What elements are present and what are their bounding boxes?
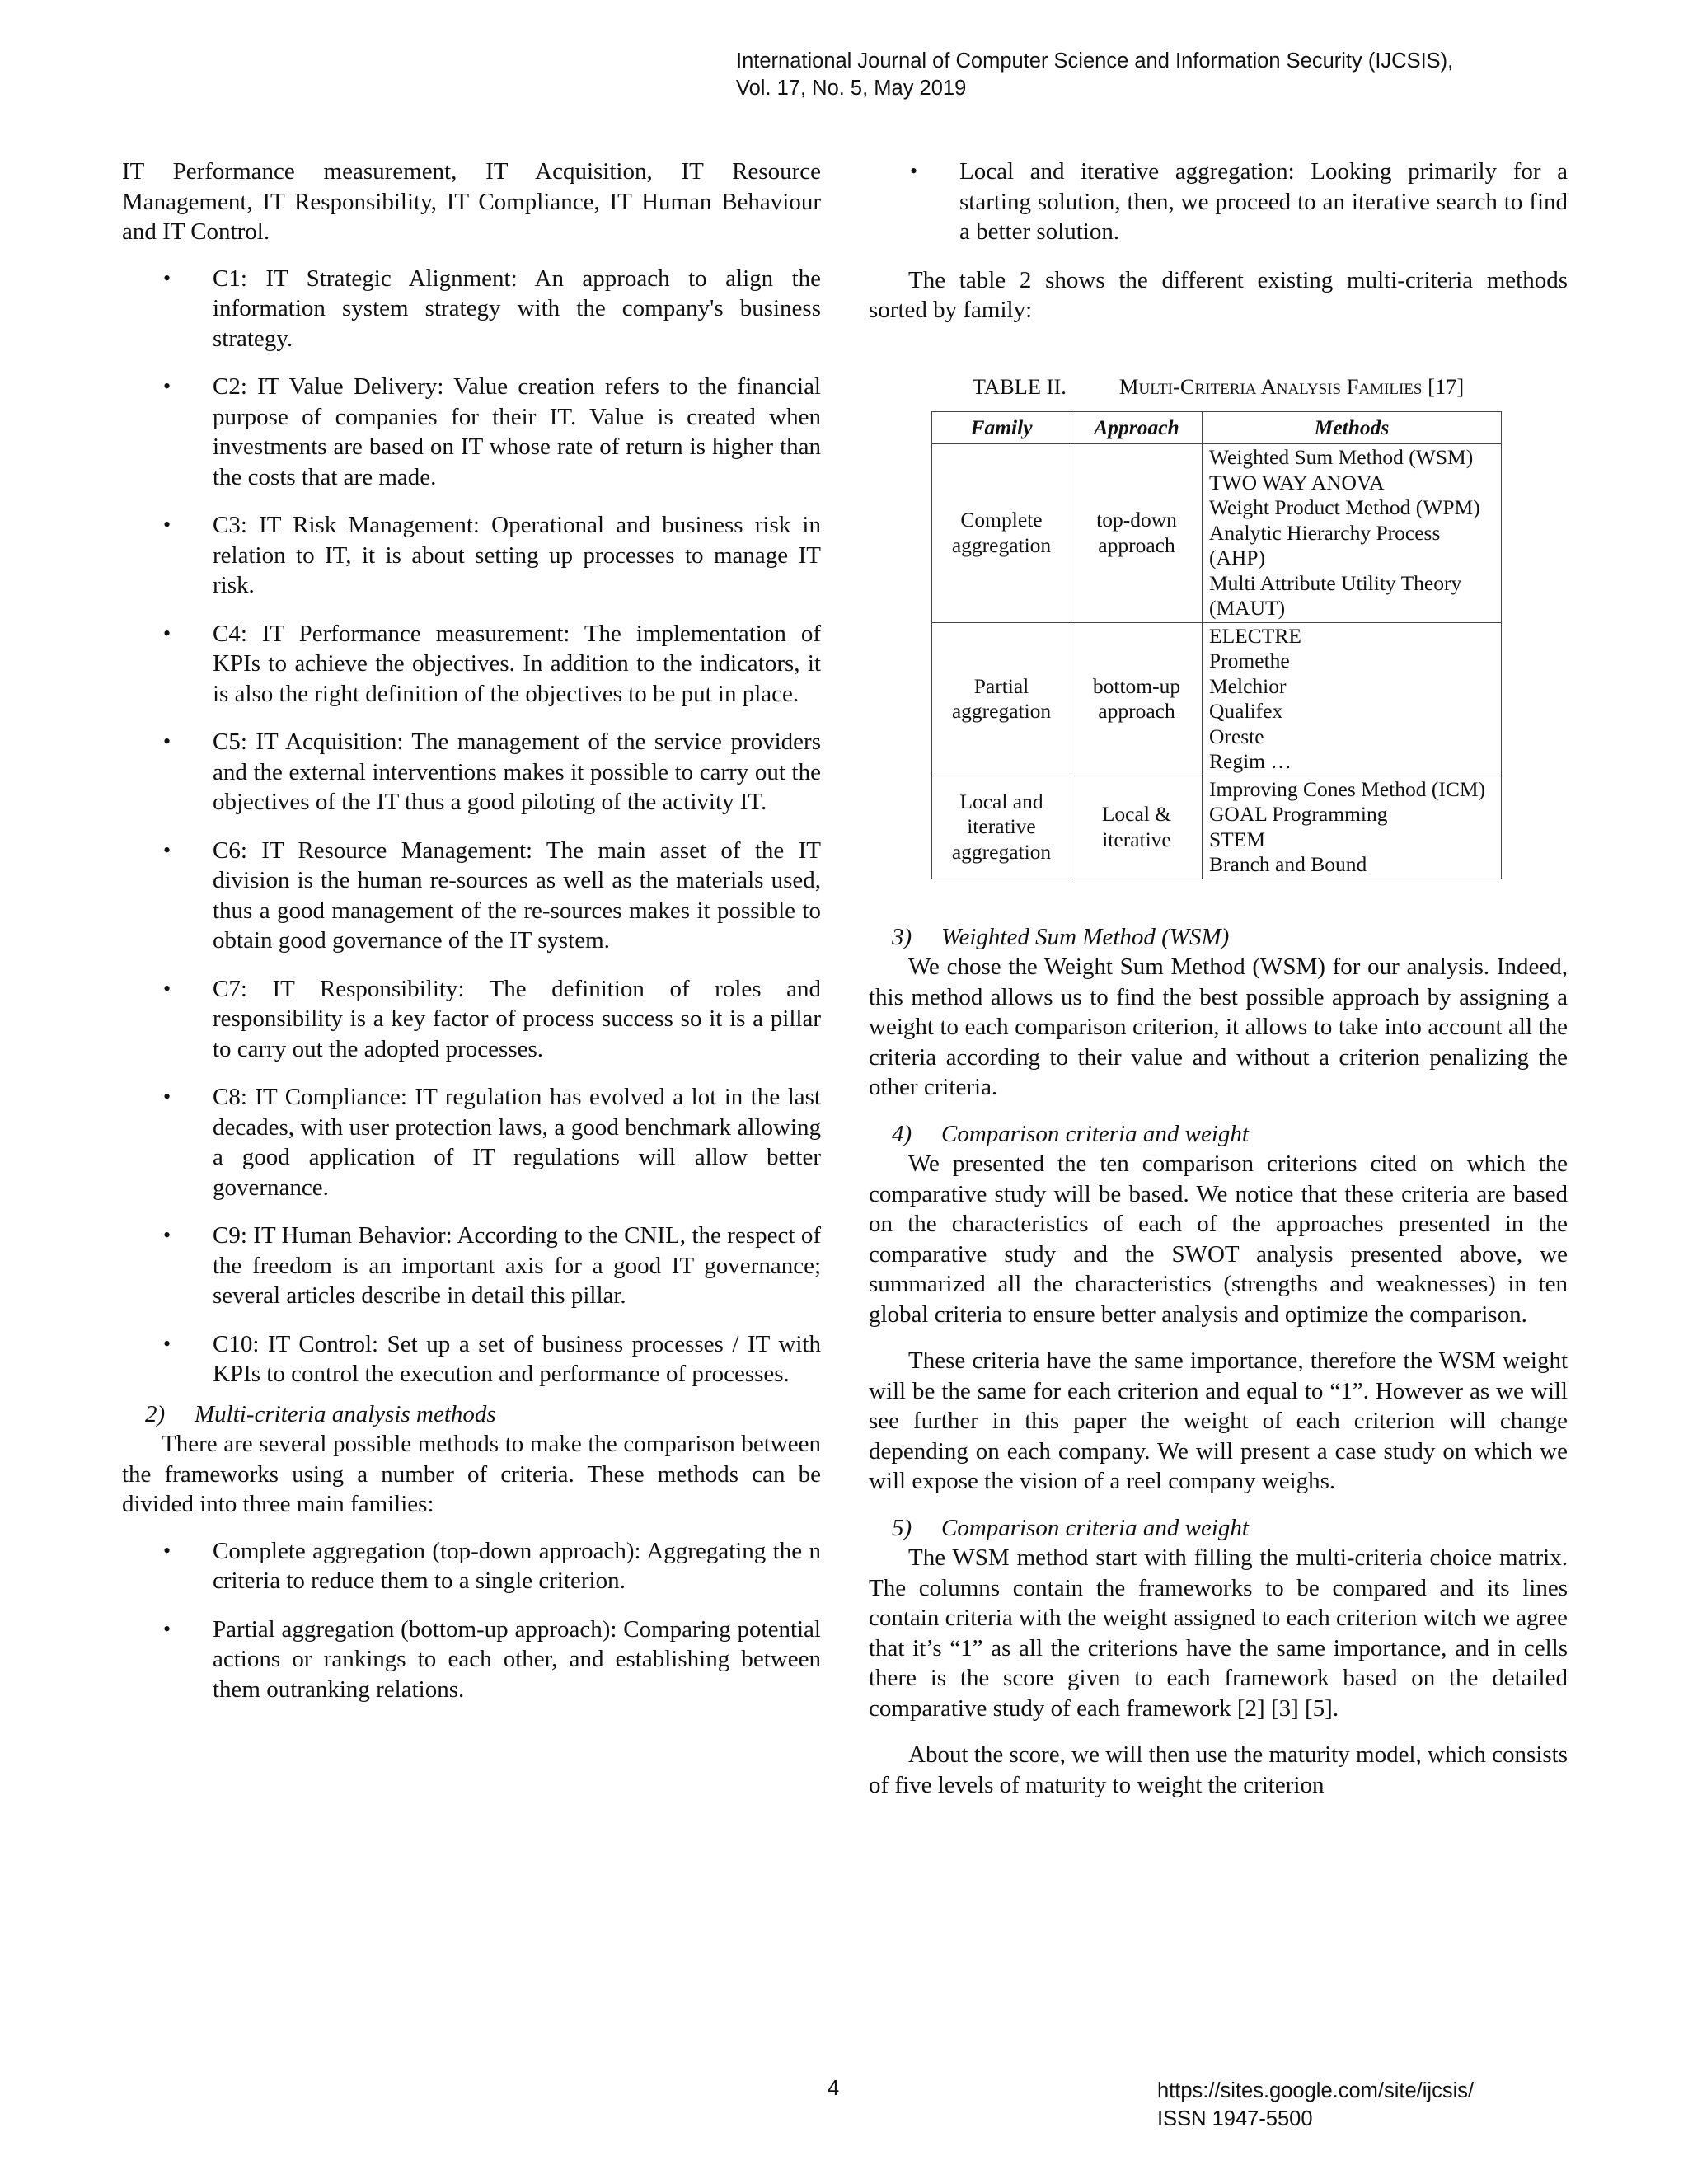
method-item: Multi Attribute Utility Theory (MAUT) — [1209, 570, 1462, 620]
method-item: Promethe — [1209, 649, 1290, 673]
bullet-icon: • — [163, 837, 171, 862]
bullet-icon: • — [163, 1616, 171, 1641]
footer-issn: ISSN 1947-5500 — [1157, 2107, 1313, 2130]
list-item: • C3: IT Risk Management: Operational and business risk in relation to IT, it is about setting up processes to manage IT risk. — [163, 512, 821, 598]
journal-header — [736, 48, 1453, 102]
methods-cell — [1203, 444, 1502, 623]
method-item: Branch and Bound — [1209, 852, 1367, 876]
table-row — [932, 444, 1502, 623]
list-item: • C4: IT Performance measurement: The implementation of KPIs to achieve the objectives. In addition to the indicators, it is also the right definition of the objectives to be put in place. — [163, 620, 821, 707]
list-item: • C9: IT Human Behavior: According to the CNIL, the respect of the freedom is an important axis for a good IT governance; several articles describe in detail this pillar. — [163, 1222, 821, 1309]
section-2-paragraph: There are several possible methods to make the comparison between the frameworks using a number of criteria. These methods can be divided into three main families: — [122, 1431, 821, 1517]
list-item: • Partial aggregation (bottom-up approach): Comparing potential actions or rankings to each other, and establishing between them outranking relations. — [163, 1615, 821, 1703]
list-item: • C8: IT Compliance: IT regulation has evolved a lot in the last decades, with user protection laws, a good benchmark allowing a good application of IT regulations will allow better governance. — [163, 1084, 821, 1201]
method-item: Weight Product Method (WPM) — [1209, 495, 1480, 519]
approach-cell: Local & iterative — [1071, 776, 1203, 879]
journal-title: International Journal of Computer Science and Information Security (IJCSIS), — [736, 49, 1454, 73]
bullet-icon: • — [163, 374, 171, 398]
table-title: Multi-Criteria Analysis Families [17] — [1118, 373, 1465, 399]
table-header-row — [932, 412, 1502, 444]
family-cell: Partial aggregation — [932, 622, 1071, 776]
table-header-family: Family — [932, 412, 1071, 444]
method-item: ELECTRE — [1209, 623, 1301, 648]
bullet-icon: • — [163, 513, 171, 537]
section-4-paragraph-2: These criteria have the same importance, therefore the WSM weight will be the same for each criterion and equal to “1”. However as we will see further in this paper the weight of each criterion will change depending on each company. We will present a case study on which we will expose the vision of a reel company weighs. — [869, 1347, 1568, 1494]
table-caption — [869, 372, 1568, 402]
method-item: Qualifex — [1209, 699, 1283, 723]
list-item: • C2: IT Value Delivery: Value creation refers to the financial purpose of companies for their IT. Value is created when investments are based on IT whose rate of return is higher than the costs that are made. — [163, 373, 821, 490]
approach-cell: bottom-up approach — [1071, 622, 1203, 776]
right-column — [869, 157, 1568, 1800]
method-item: STEM — [1209, 827, 1266, 851]
list-item: • C10: IT Control: Set up a set of business processes / IT with KPIs to control the execution and performance of processes. — [163, 1330, 821, 1387]
family-cell: Local and iterative aggregation — [932, 776, 1071, 879]
section-heading-4: 4) Comparison criteria and weight — [892, 1120, 1249, 1147]
left-column — [122, 157, 821, 1722]
methods-cell — [1203, 622, 1502, 776]
method-item: Analytic Hierarchy Process (AHP) — [1209, 520, 1441, 569]
list-item: • C6: IT Resource Management: The main asset of the IT division is the human re-sources as well as the materials used, thus a good management of the re-sources makes it possible to obtain good governance of the IT system. — [163, 837, 821, 954]
methods-cell — [1203, 776, 1502, 879]
criteria-list — [122, 264, 821, 1390]
table-number: TABLE II. — [972, 373, 1067, 399]
journal-volume: Vol. 17, No. 5, May 2019 — [736, 77, 967, 100]
footer-info — [1157, 2077, 1474, 2133]
list-item: • Local and iterative aggregation: Looking primarily for a starting solution, then, we proceed to an iterative search to find a better solution. — [910, 158, 1568, 245]
family-cell: Complete aggregation — [932, 444, 1071, 623]
list-item: • C7: IT Responsibility: The definition of roles and responsibility is a key factor of process success so it is a pillar to carry out the adopted processes. — [163, 975, 821, 1062]
section-5-paragraph-2: About the score, we will then use the maturity model, which consists of five levels of maturity to weight the criterion — [869, 1741, 1568, 1798]
section-5-paragraph-1: The WSM method start with filling the multi-criteria choice matrix. The columns contain the frameworks to be compared and its lines contain criteria with the weight assigned to each criterion witch we agree that it’s “1” as all the criterions have the same importance, and in cells there is the score given to each framework based on the detailed comparative study of each framework [2] [3] [5]. — [869, 1544, 1568, 1722]
method-item: Improving Cones Method (ICM) — [1209, 776, 1486, 801]
footer-url: https://sites.google.com/site/ijcsis/ — [1157, 2079, 1475, 2102]
section-heading-2: 2) Multi-criteria analysis methods — [145, 1400, 496, 1427]
table-header-approach: Approach — [1071, 412, 1203, 444]
section-3-paragraph: We chose the Weight Sum Method (WSM) for our analysis. Indeed, this method allows us to find the best possible approach by assigning a weight to each comparison criterion, it allows to take into account all the criteria according to their value and without a criterion penalizing the other criteria. — [869, 954, 1568, 1100]
method-item: TWO WAY ANOVA — [1209, 470, 1385, 494]
bullet-icon: • — [163, 1538, 171, 1563]
list-item: • Complete aggregation (top-down approach): Aggregating the n criteria to reduce them to a single criterion. — [163, 1537, 821, 1594]
page-number: 4 — [828, 2077, 840, 2100]
method-item: Regim … — [1209, 749, 1292, 773]
bullet-icon: • — [163, 1085, 171, 1108]
bullet-icon: • — [163, 265, 171, 290]
method-item: Weighted Sum Method (WSM) — [1209, 445, 1474, 469]
multi-criteria-table — [931, 411, 1502, 879]
section-heading-5: 5) Comparison criteria and weight — [892, 1514, 1249, 1541]
bullet-icon: • — [163, 621, 171, 645]
bullet-icon: • — [163, 729, 171, 753]
bullet-icon: • — [910, 159, 918, 183]
families-list — [122, 1536, 821, 1705]
table-row — [932, 776, 1502, 879]
bullet-icon: • — [163, 1223, 171, 1247]
section-heading-3: 3) Weighted Sum Method (WSM) — [892, 923, 1230, 950]
method-item: GOAL Programming — [1209, 802, 1388, 826]
method-item: Melchior — [1209, 673, 1287, 698]
table-row — [932, 622, 1502, 776]
method-item: Oreste — [1209, 724, 1264, 748]
bullet-icon: • — [163, 976, 171, 1001]
table-header-methods: Methods — [1203, 412, 1502, 444]
bullet-icon: • — [163, 1331, 171, 1356]
intro-paragraph: IT Performance measurement, IT Acquisition, IT Resource Management, IT Responsibility, IT Compliance, IT Human Behaviour and IT Control. — [122, 158, 821, 245]
section-4-paragraph-1: We presented the ten comparison criterions cited on which the comparative study will be based. We notice that these criteria are based on the characteristics of each of the approaches presented in the comparative study and the SWOT analysis presented above, we summarized all the characteristics (strengths and weaknesses) in ten global criteria to ensure better analysis and optimize the comparison. — [869, 1151, 1568, 1328]
list-item: • C5: IT Acquisition: The management of the service providers and the external interventions makes it possible to carry out the objectives of the IT thus a good piloting of the activity IT. — [163, 729, 821, 815]
approach-cell: top-down approach — [1071, 444, 1203, 623]
table-intro-paragraph: The table 2 shows the different existing multi-criteria methods sorted by family: — [869, 266, 1568, 323]
local-aggregation-list — [869, 157, 1568, 247]
list-item: • C1: IT Strategic Alignment: An approach to align the information system strategy with the company's business strategy. — [163, 265, 821, 352]
